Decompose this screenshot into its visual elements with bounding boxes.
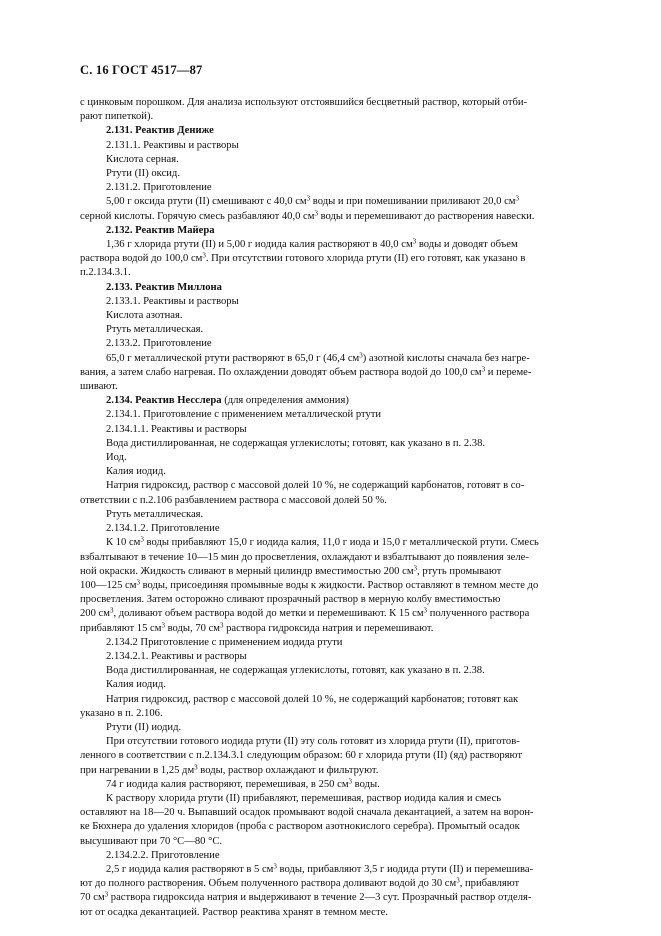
text-line: Вода дистиллированная, не содержащая углекислоты; готовят, как указано в п. 2.38. xyxy=(106,437,486,449)
text-line: 2.134.1.2. Приготовление xyxy=(106,523,220,535)
text-line: Натрия гидроксид, раствор с массовой долей 10 %, не содержащий карбонатов, готовят в со- xyxy=(106,480,525,492)
text-line: 2.131.1. Реактивы и растворы xyxy=(106,139,239,151)
text-line: 2.134.2 Приготовление с применением иодида ртути xyxy=(106,636,343,648)
text-line: Ртути (II) оксид. xyxy=(106,168,180,180)
text-line: 2,5 г иодида калия растворяют в 5 $см^3$ воды, прибавляют 3,5 г иодида ртути (II) и перемешива- xyxy=(106,862,534,875)
text-line: К 10 $см^3$ воды прибавляют 15,0 г иодида калия, 11,0 г иода и 15,0 г металлической ртути. Смесь xyxy=(106,535,539,549)
text-line: 2.134.1. Приготовление с применением металлической ртути xyxy=(106,409,382,421)
text-line: 200 $см^3$, доливают объем раствора водой до метки и перемешивают. К 15 $см^3$ полученного раствора xyxy=(80,606,530,620)
text-line: Вода дистиллированная, не содержащая углекислоты, готовят, как указано в п. 2.38. xyxy=(106,665,485,677)
text-line: Ртуть металлическая. xyxy=(106,508,204,520)
section-heading: 2.134. Реактив Несслера (для определения аммония) xyxy=(106,395,349,407)
text-line: рают пипеткой). xyxy=(80,111,154,123)
text-line: 2.131.2. Приготовление xyxy=(106,182,212,194)
text-line: Калия иодид. xyxy=(106,679,166,691)
text-line: Кислота серная. xyxy=(106,153,179,165)
text-line: 74 г иодида калия растворяют, перемешивая, в 250 $см^3$ воды. xyxy=(106,777,380,790)
text-line: оставляют на 18—20 ч. Выпавший осадок промывают водой сначала декантацией, а затем на ворон- xyxy=(80,807,534,819)
text-line: при нагревании в 1,25 $дм^3$ воды, раствор охлаждают и фильтруют. xyxy=(80,763,379,776)
section-heading: 2.133. Реактив Миллона xyxy=(106,281,222,293)
text-line: ют до полного растворения. Объем полученного раствора доливают водой до 30 $см^3$, прибавляют xyxy=(80,876,520,890)
text-line: 100—125 $см^3$ воды, присоединяя промывные воды к жидкости. Раствор оставляют в темном месте до xyxy=(80,578,539,591)
text-line: раствора водой до 100,0 $см^3$. При отсутствии готового хлорида ртути (II) его готовят, как указано в xyxy=(80,251,526,265)
text-line: высушивают при 70 °С—80 °С. xyxy=(80,835,223,847)
text-line: серной кислоты. Горячую смесь разбавляют 40,0 $см^3$ воды и перемешивают до растворения навески. xyxy=(80,209,535,222)
text-line: шивают. xyxy=(80,381,118,393)
text-line: ной окраски. Жидкость сливают в мерный цилиндр вместимостью 200 $см^3$, ртуть промывают xyxy=(80,564,502,577)
text-line: 1,36 г хлорида ртути (II) и 5,00 г иодида калия растворяют в 40,0 $см^3$ воды и доводят объем xyxy=(106,237,518,251)
page-header: С. 16 ГОСТ 4517—87 xyxy=(80,63,203,77)
text-line: указано в п. 2.106. xyxy=(80,707,163,719)
text-line: Натрия гидроксид, раствор с массовой долей 10 %, не содержащий карбонатов; готовят как xyxy=(106,693,519,705)
text-line: ке Бюхнера до удаления хлоридов (проба с раствором азотнокислого серебра). Промытый осадок xyxy=(80,821,520,833)
text-line: 2.133.2. Приготовление xyxy=(106,338,212,350)
text-line: Ртути (II) иодид. xyxy=(106,721,182,733)
text-line: 2.133.1. Реактивы и растворы xyxy=(106,295,239,307)
text-line: 2.134.2.1. Реактивы и растворы xyxy=(106,650,247,662)
text-line: просветления. Затем осторожно сливают прозрачный раствор в мерную колбу вместимостью xyxy=(80,594,501,606)
section-heading: 2.131. Реактив Дениже xyxy=(106,125,214,137)
text-line: 5,00 г оксида ртути (II) смешивают с 40,0 $см^3$ воды и при помешивании приливают 20,0 $см^3$ xyxy=(106,194,519,208)
text-line: При отсутствии готового иодида ртути (II) эту соль готовят из хлорида ртути (II), приготов- xyxy=(106,736,520,748)
text-line: К раствору хлорида ртути (II) прибавляют, перемешивая, раствор иодида калия и смесь xyxy=(106,792,502,804)
text-line: ответствии с п.2.106 разбавлением раствора с массовой долей 50 %. xyxy=(80,494,387,506)
text-line: Калия иодид. xyxy=(106,466,166,478)
document-body xyxy=(80,96,616,920)
section-heading: 2.132. Реактив Майера xyxy=(106,224,215,236)
text-line: 65,0 г металлической ртути растворяют в 65,0 г (46,4 $см^3$) азотной кислоты сначала без нагре- xyxy=(106,351,530,364)
text-line: ют от осадка декантацией. Раствор реактива хранят в темном месте. xyxy=(80,906,388,918)
text-line: ленного в соответствии с п.2.134.3.1 следующим образом: 60 г хлорида ртути (II) (яд) растворяют xyxy=(80,750,522,762)
text-line: с цинковым порошком. Для анализа используют отстоявшийся бесцветный раствор, который отби- xyxy=(80,97,528,108)
text-line: Кислота азотная. xyxy=(106,310,183,322)
text-line: вания, а затем слабо нагревая. По охлаждении доводят объем раствора водой до 100,0 $см^3$ и переме- xyxy=(80,365,532,378)
text-line: п.2.134.3.1. xyxy=(80,267,131,279)
text-line: 70 $см^3$ раствора гидроксида натрия и выдерживают в течение 2—3 сут. Прозрачный раствор отделя- xyxy=(80,890,532,904)
text-line: 2.134.2.2. Приготовление xyxy=(106,849,220,861)
text-line: Ртуть металлическая. xyxy=(106,324,204,336)
text-line: прибавляют 15 $см^3$ воды, 70 $см^3$ раствора гидроксида натрия и перемешивают. xyxy=(80,621,434,634)
text-line: 2.134.1.1. Реактивы и растворы xyxy=(106,423,247,435)
text-line: Иод. xyxy=(106,452,127,464)
text-line: взбалтывают в течение 10—15 мин до просветления, охлаждают и взбалтывают до появления зеле- xyxy=(80,551,529,563)
